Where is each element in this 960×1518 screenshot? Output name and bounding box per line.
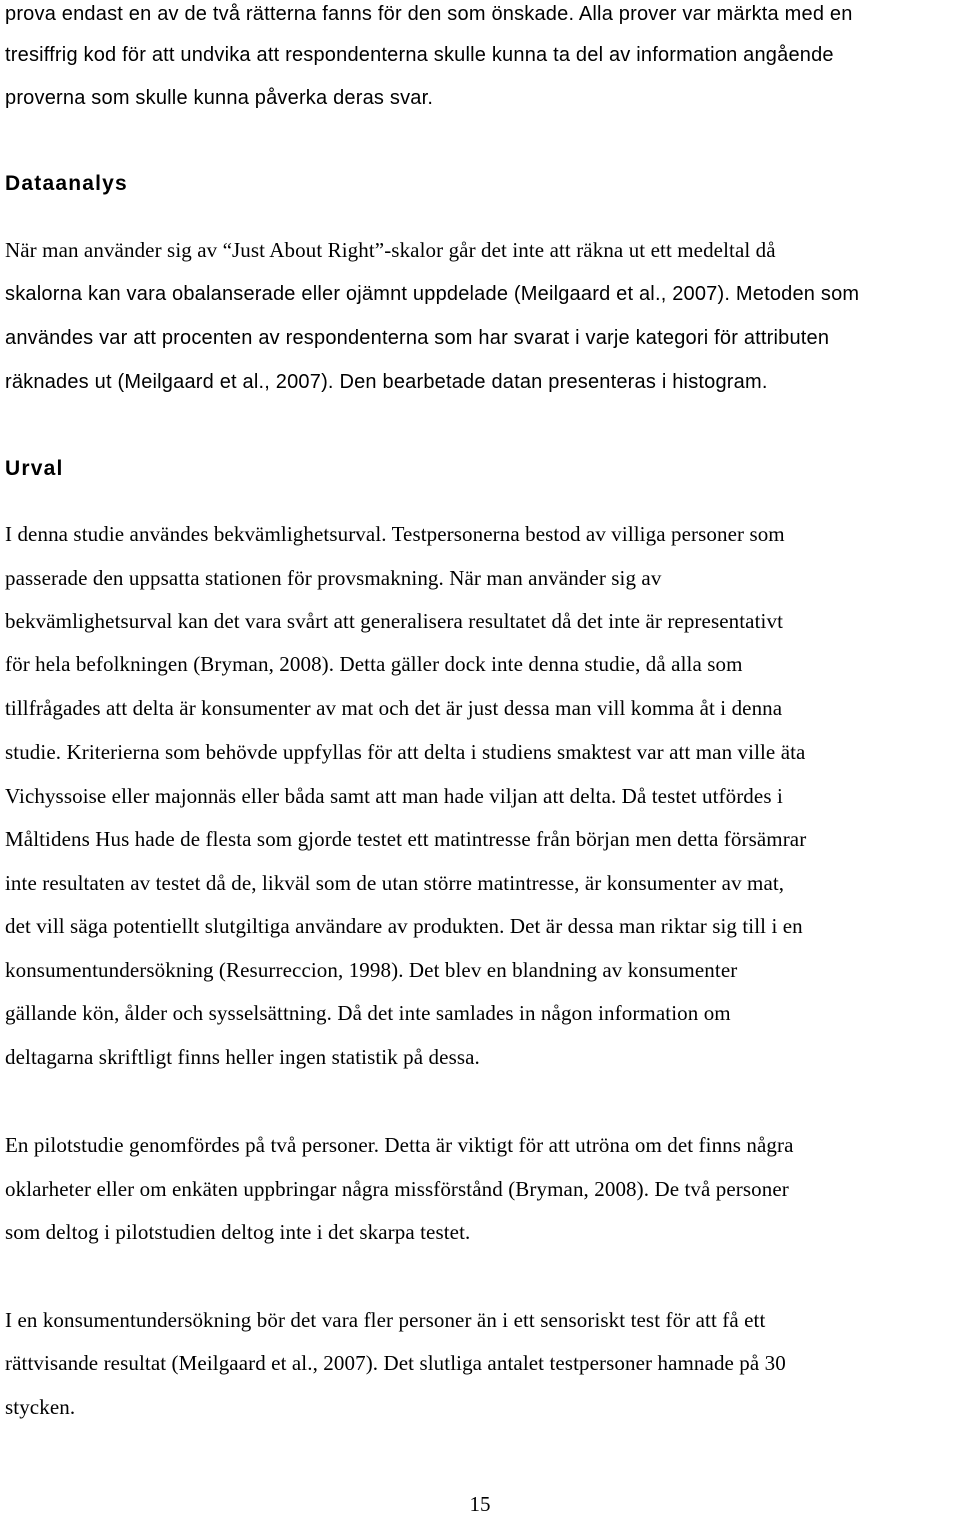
urval-line-11: konsumentundersökning (Resurreccion, 1998). Det blev en blandning av konsumenter [5,958,738,982]
urval-line-5: tillfrågades att delta är konsumenter av mat och det är just dessa man vill komma åt i denna [5,696,783,720]
final-line-1: I en konsumentundersökning bör det vara fler personer än i ett sensoriskt test för att få ett [5,1308,766,1332]
final-line-2: rättvisande resultat (Meilgaard et al., 2007). Det slutliga antalet testpersoner hamnade på 30 [5,1351,786,1375]
urval-line-2: passerade den uppsatta stationen för provsmakning. När man använder sig av [5,566,662,590]
urval-line-13: deltagarna skriftligt finns heller ingen statistik på dessa. [5,1045,480,1069]
dataanalys-line-4: räknades ut (Meilgaard et al., 2007). Den bearbetade datan presenteras i histogram. [5,371,768,393]
urval-line-9: inte resultaten av testet då de, likväl som de utan större matintresse, är konsumenter av mat, [5,871,785,895]
pilot-line-3: som deltog i pilotstudien deltog inte i det skarpa testet. [5,1220,471,1244]
page-number: 15 [469,1492,491,1516]
intro-line-2: tresiffrig kod för att undvika att respondenterna skulle kunna ta del av information angående [5,44,834,66]
final-line-3: stycken. [5,1395,76,1419]
urval-line-4: för hela befolkningen (Bryman, 2008). Detta gäller dock inte denna studie, då alla som [5,652,743,676]
urval-line-1: I denna studie användes bekvämlighetsurval. Testpersonerna bestod av villiga personer som [5,522,785,546]
section-heading-dataanalys: Dataanalys [5,172,128,195]
intro-line-3: proverna som skulle kunna påverka deras svar. [5,87,434,109]
urval-line-8: Måltidens Hus hade de flesta som gjorde testet ett matintresse från början men detta försämrar [5,827,807,851]
dataanalys-line-3: användes var att procenten av respondenterna som har svarat i varje kategori för attributen [5,327,830,349]
urval-line-7: Vichyssoise eller majonnäs eller båda samt att man hade viljan att delta. Då testet utfördes i [5,784,783,808]
urval-line-3: bekvämlighetsurval kan det vara svårt att generalisera resultatet då det inte är representativt [5,609,783,633]
urval-line-12: gällande kön, ålder och sysselsättning. Då det inte samlades in någon information om [5,1001,731,1025]
section-heading-urval: Urval [5,457,64,480]
pilot-line-2: oklarheter eller om enkäten uppbringar några missförstånd (Bryman, 2008). De två personer [5,1177,789,1201]
dataanalys-line-1: När man använder sig av “Just About Right”-skalor går det inte att räkna ut ett medeltal då [5,238,776,262]
intro-line-1: prova endast en av de två rätterna fanns för den som önskade. Alla prover var märkta med en [5,3,853,25]
urval-line-6: studie. Kriterierna som behövde uppfyllas för att delta i studiens smaktest var att man ville äta [5,740,806,764]
dataanalys-line-2: skalorna kan vara obalanserade eller ojämnt uppdelade (Meilgaard et al., 2007). Metoden som [5,283,860,305]
pilot-line-1: En pilotstudie genomfördes på två personer. Detta är viktigt för att utröna om det finns några [5,1133,794,1157]
urval-line-10: det vill säga potentiellt slutgiltiga användare av produkten. Det är dessa man riktar sig till i en [5,914,803,938]
